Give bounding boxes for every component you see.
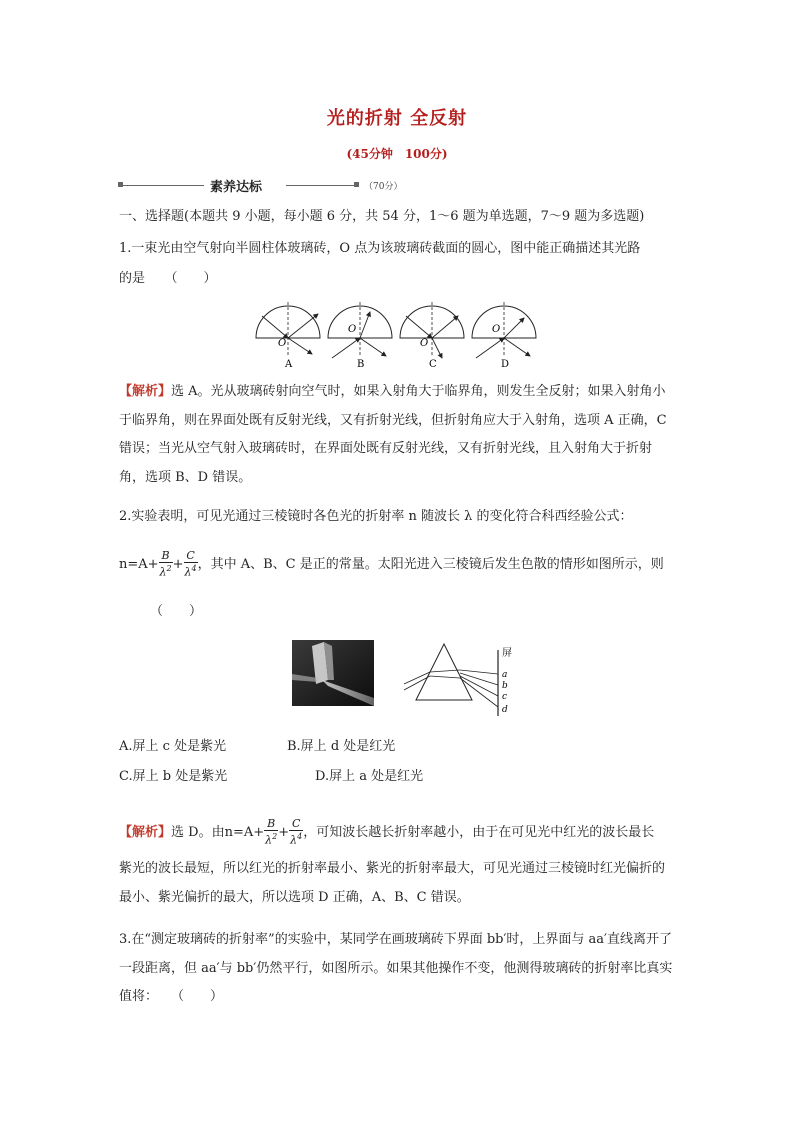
- q1-stem-line2: 的是 （ ）: [119, 271, 217, 286]
- q2-stem-line2: [119, 550, 664, 579]
- q2-stem-text: ，其中 A、B、C 是正的常量。太阳光进入三棱镜后发生色散的情形如图所示，则: [197, 556, 664, 572]
- analysis-fraction-c: $\frac{C}{\lambda^4}$: [290, 817, 303, 847]
- ray-label-d: d: [502, 705, 508, 715]
- section-dot-right: [354, 182, 359, 187]
- page-title: 光的折射 全反射: [326, 108, 468, 129]
- section-header: [118, 176, 418, 194]
- q2-option-b: B.屏上 d 处是红光: [287, 739, 396, 754]
- q1-option-a-diagram: [256, 302, 320, 370]
- q2-paren: （ ）: [150, 604, 203, 619]
- q1-option-d-diagram: [472, 302, 536, 370]
- formula-prefix: n=A+: [119, 556, 159, 572]
- q1-figure: [248, 300, 548, 372]
- q1-analysis-text: 选 A。光从玻璃砖射向空气时，如果入射角大于临界角，则发生全反射；如果入射角小于临界角，则在界面处既有反射光线，又有折射光线，但折射角应大于入射角，选项 A 正确，C 错误；当光从空气射入玻璃砖时，在界面处既有反射光线，又有折射光线，且入射角大于折射角，选项 B、D 错误。: [119, 384, 667, 485]
- ray-label-b: b: [502, 681, 508, 691]
- analysis-fraction-b: $\frac{B}{\lambda^2}$: [265, 817, 278, 847]
- section-score: （70分）: [364, 182, 403, 192]
- q2-analysis-line1: 【解析】选 D。由n=A+ $\frac{B}{\lambda^2}$ + $\frac{C}{\lambda^4}$ ，可知波长越长折射率越小，由于在可见光中红光的波长最长: [119, 817, 655, 847]
- q3-stem: 3.在“测定玻璃砖的折射率”的实验中，某同学在画玻璃砖下界面 bb′时，上界面与 aa′直线离开了一段距离，但 aa′与 bb′仍然平行，如图所示。如果其他操作不变，他测得玻璃砖的折射率比真实值将： （ ）: [119, 932, 673, 1004]
- q2-analysis-rest: 紫光的波长最短，所以红光的折射率最小、紫光的折射率最大，可见光通过三棱镜时红光偏折的最小、紫光偏折的最大，所以选项 D 正确，A、B、C 错误。: [119, 861, 666, 905]
- ray-label-a: a: [502, 670, 508, 680]
- q2-option-a: A.屏上 c 处是紫光: [119, 739, 227, 754]
- section-rule-right: [286, 185, 354, 186]
- formula-fraction-b: $\frac{B}{\lambda^2}$: [159, 549, 172, 579]
- q1-analysis: [119, 378, 677, 492]
- formula-fraction-c: $\frac{C}{\lambda^4}$: [184, 549, 197, 579]
- prism-photo: [292, 640, 374, 706]
- q1-center-label: O: [348, 324, 357, 335]
- q2-option-c: C.屏上 b 处是紫光: [119, 769, 228, 784]
- ray-label-c: c: [502, 692, 508, 702]
- q1-center-label: O: [420, 338, 429, 349]
- screen-label: 屏: [502, 648, 512, 659]
- q1-stem-line1: 1.一束光由空气射向半圆柱体玻璃砖，O 点为该玻璃砖截面的圆心，图中能正确描述其光路: [119, 241, 641, 256]
- q2-option-d: D.屏上 a 处是红光: [315, 769, 424, 784]
- q1-option-label: C: [429, 359, 437, 370]
- prism-dispersion-diagram: [396, 640, 526, 720]
- q1-option-label: A: [285, 359, 293, 370]
- q1-option-b-diagram: [328, 302, 392, 370]
- section-intro: 一、选择题(本题共 9 小题，每小题 6 分，共 54 分，1～6 题为单选题，7～9 题为多选题): [119, 209, 645, 224]
- page-subtitle: (45分钟 100分): [346, 147, 448, 161]
- q2-stem-line1: 2.实验表明，可见光通过三棱镜时各色光的折射率 n 随波长 λ 的变化符合科西经验公式：: [119, 509, 633, 524]
- q1-center-label: O: [278, 338, 287, 349]
- section-rule-left: [122, 185, 204, 186]
- q1-analysis-tag: 【解析】: [119, 384, 172, 399]
- q1-option-c-diagram: [400, 302, 464, 370]
- section-label: 素养达标: [210, 180, 263, 195]
- q1-option-label: B: [357, 359, 365, 370]
- formula-plus: +: [172, 556, 184, 572]
- q2-analysis-tag: 【解析】: [119, 824, 172, 840]
- q1-center-label: O: [492, 324, 501, 335]
- q1-option-label: D: [501, 359, 510, 370]
